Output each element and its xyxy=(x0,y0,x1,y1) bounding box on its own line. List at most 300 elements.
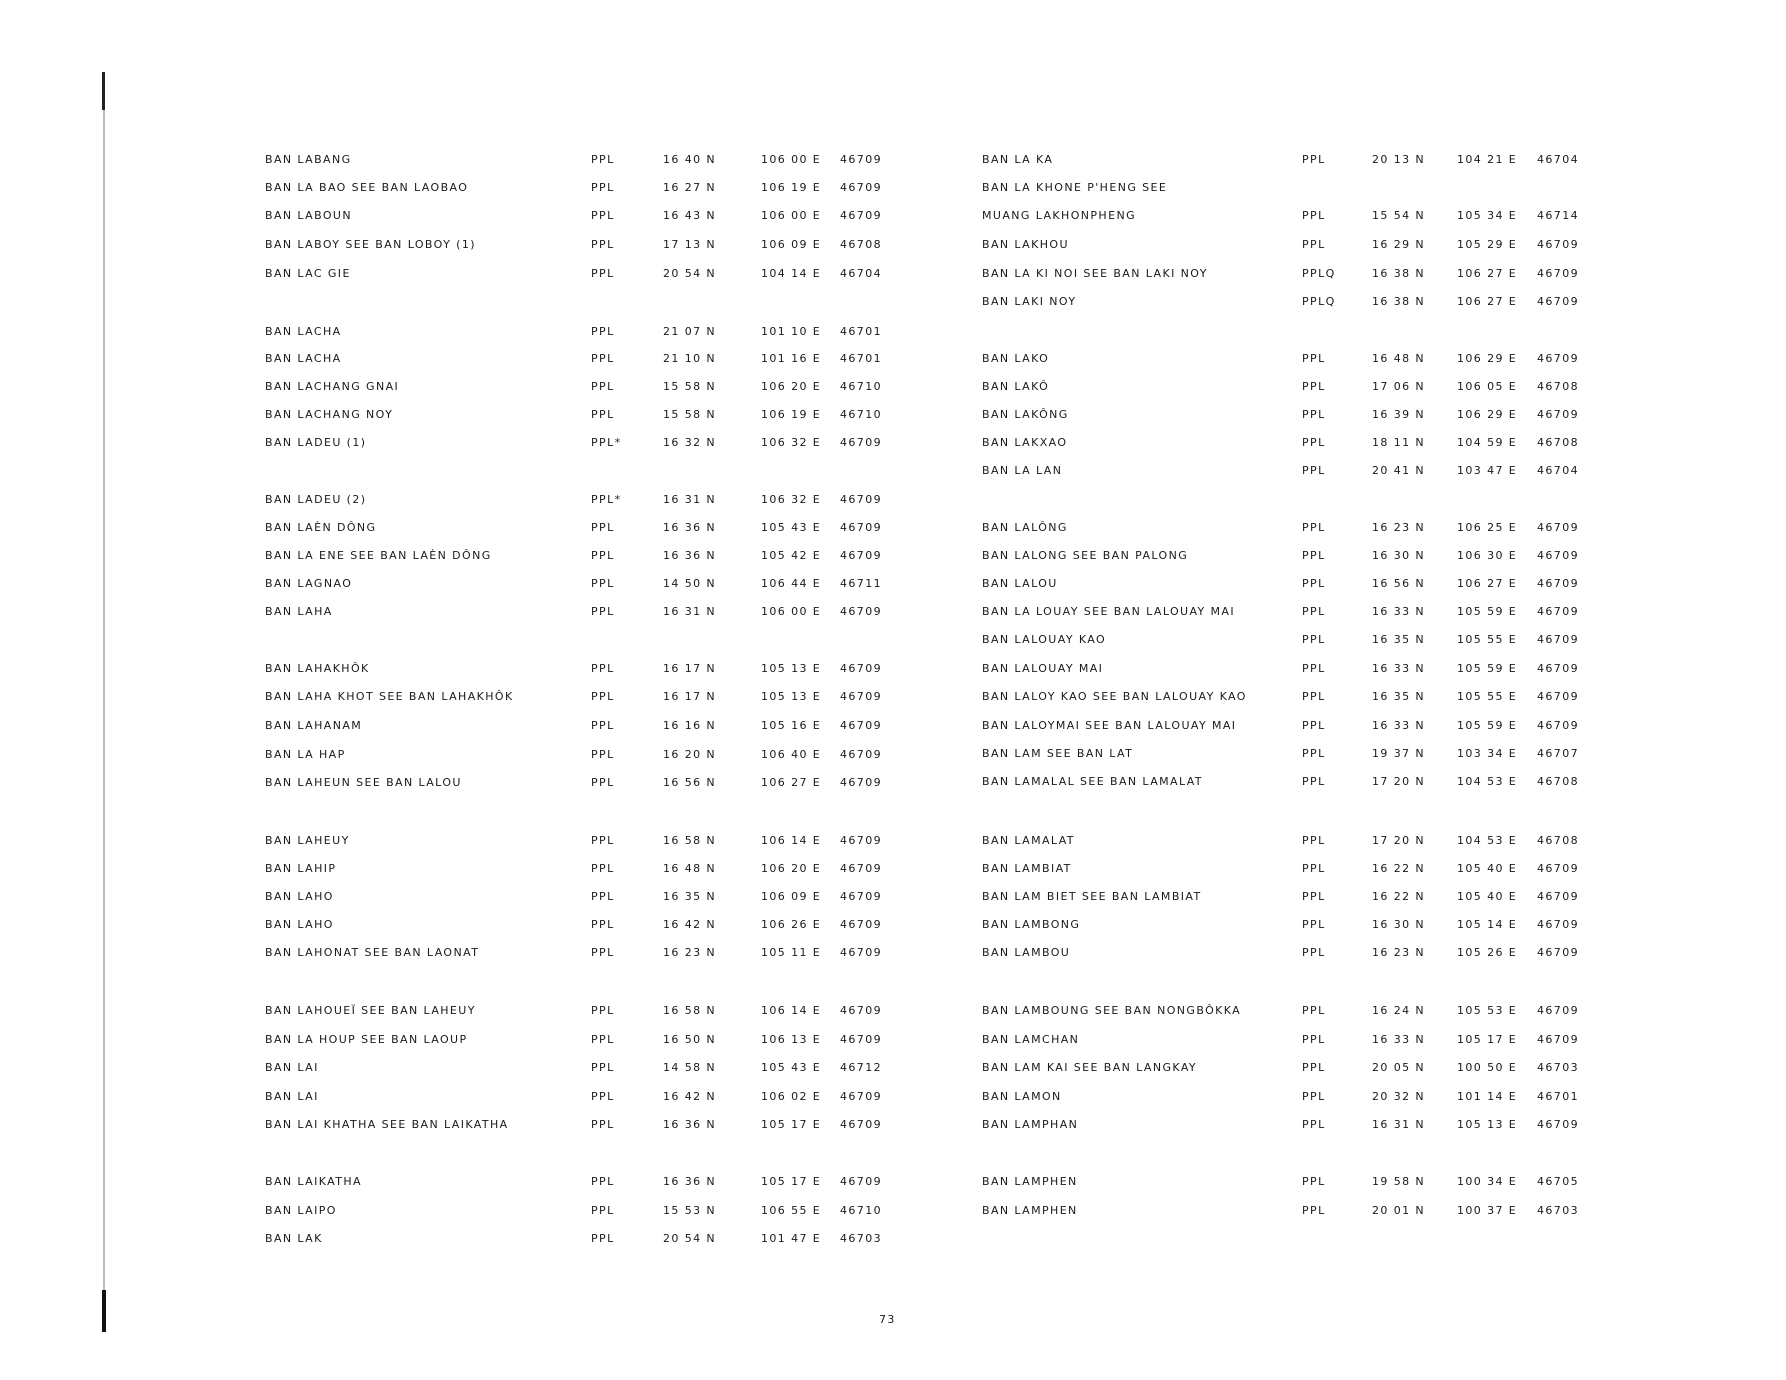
sheet-number: 46701 xyxy=(840,325,882,338)
longitude: 106 25 E xyxy=(1457,521,1518,534)
sheet-number: 46709 xyxy=(1537,1033,1579,1046)
feature-code: PPL xyxy=(1302,577,1326,590)
place-name: BAN LACHANG GNAI xyxy=(265,380,400,393)
latitude: 14 50 N xyxy=(663,577,717,590)
sheet-number: 46709 xyxy=(840,662,882,675)
feature-code: PPL xyxy=(591,748,615,761)
place-name: BAN LA KI NOI SEE BAN LAKI NOY xyxy=(982,267,1208,280)
longitude: 106 14 E xyxy=(761,834,822,847)
longitude: 106 09 E xyxy=(761,238,822,251)
latitude: 16 33 N xyxy=(1372,719,1426,732)
place-name: BAN LADEU (1) xyxy=(265,436,367,449)
latitude: 16 35 N xyxy=(1372,633,1426,646)
longitude: 106 26 E xyxy=(761,918,822,931)
longitude: 106 27 E xyxy=(1457,577,1518,590)
feature-code: PPL xyxy=(591,862,615,875)
latitude: 20 32 N xyxy=(1372,1090,1426,1103)
sheet-number: 46712 xyxy=(840,1061,882,1074)
place-name: BAN LAHA KHOT SEE BAN LAHAKHÔK xyxy=(265,690,514,703)
latitude: 16 31 N xyxy=(663,493,717,506)
latitude: 16 22 N xyxy=(1372,890,1426,903)
sheet-number: 46709 xyxy=(840,153,882,166)
feature-code: PPL xyxy=(591,181,615,194)
feature-code: PPL xyxy=(1302,1033,1326,1046)
latitude: 15 58 N xyxy=(663,408,717,421)
longitude: 106 00 E xyxy=(761,209,822,222)
sheet-number: 46709 xyxy=(1537,918,1579,931)
sheet-number: 46703 xyxy=(840,1232,882,1245)
sheet-number: 46710 xyxy=(840,380,882,393)
feature-code: PPL xyxy=(591,1118,615,1131)
sheet-number: 46701 xyxy=(1537,1090,1579,1103)
place-name: BAN LALOU xyxy=(982,577,1058,590)
place-name: MUANG LAKHONPHENG xyxy=(982,209,1137,222)
sheet-number: 46709 xyxy=(840,946,882,959)
feature-code: PPL xyxy=(591,577,615,590)
sheet-number: 46709 xyxy=(840,549,882,562)
longitude: 105 13 E xyxy=(761,690,822,703)
feature-code: PPL xyxy=(1302,464,1326,477)
feature-code: PPL xyxy=(1302,918,1326,931)
feature-code: PPL xyxy=(1302,209,1326,222)
latitude: 20 05 N xyxy=(1372,1061,1426,1074)
latitude: 16 56 N xyxy=(663,776,717,789)
latitude: 16 48 N xyxy=(1372,352,1426,365)
longitude: 104 14 E xyxy=(761,267,822,280)
place-name: BAN LA KHONE P'HENG SEE xyxy=(982,181,1168,194)
sheet-number: 46709 xyxy=(840,719,882,732)
feature-code: PPL xyxy=(591,352,615,365)
longitude: 106 20 E xyxy=(761,380,822,393)
feature-code: PPL xyxy=(591,1004,615,1017)
feature-code: PPL xyxy=(1302,633,1326,646)
latitude: 16 16 N xyxy=(663,719,717,732)
longitude: 105 59 E xyxy=(1457,605,1518,618)
sheet-number: 46711 xyxy=(840,577,882,590)
latitude: 16 31 N xyxy=(663,605,717,618)
longitude: 106 20 E xyxy=(761,862,822,875)
feature-code: PPL xyxy=(1302,380,1326,393)
sheet-number: 46709 xyxy=(1537,549,1579,562)
longitude: 101 14 E xyxy=(1457,1090,1518,1103)
latitude: 16 20 N xyxy=(663,748,717,761)
feature-code: PPL xyxy=(1302,690,1326,703)
feature-code: PPL xyxy=(591,605,615,618)
binding-mark-top xyxy=(102,72,105,110)
latitude: 21 07 N xyxy=(663,325,717,338)
feature-code: PPL xyxy=(591,380,615,393)
sheet-number: 46709 xyxy=(1537,295,1579,308)
longitude: 106 02 E xyxy=(761,1090,822,1103)
sheet-number: 46708 xyxy=(1537,436,1579,449)
longitude: 105 55 E xyxy=(1457,633,1518,646)
feature-code: PPL xyxy=(1302,834,1326,847)
place-name: BAN LACHA xyxy=(265,325,342,338)
place-name: BAN LA KA xyxy=(982,153,1054,166)
place-name: BAN LA HOUP SEE BAN LAOUP xyxy=(265,1033,468,1046)
latitude: 16 42 N xyxy=(663,918,717,931)
place-name: BAN LAHEUN SEE BAN LALOU xyxy=(265,776,462,789)
place-name: BAN LAÈN DÔNG xyxy=(265,521,377,534)
feature-code: PPL xyxy=(591,890,615,903)
place-name: BAN LAHONAT SEE BAN LAONAT xyxy=(265,946,480,959)
sheet-number: 46709 xyxy=(840,1175,882,1188)
place-name: BAN LA BAO SEE BAN LAOBAO xyxy=(265,181,469,194)
longitude: 105 43 E xyxy=(761,521,822,534)
latitude: 19 37 N xyxy=(1372,747,1426,760)
place-name: BAN LAMCHAN xyxy=(982,1033,1080,1046)
latitude: 16 36 N xyxy=(663,549,717,562)
latitude: 16 36 N xyxy=(663,1175,717,1188)
longitude: 106 00 E xyxy=(761,153,822,166)
feature-code: PPLQ xyxy=(1302,267,1336,280)
place-name: BAN LAMBONG xyxy=(982,918,1081,931)
feature-code: PPL xyxy=(591,1175,615,1188)
sheet-number: 46714 xyxy=(1537,209,1579,222)
feature-code: PPL xyxy=(1302,408,1326,421)
feature-code: PPL xyxy=(591,946,615,959)
longitude: 105 17 E xyxy=(1457,1033,1518,1046)
longitude: 104 53 E xyxy=(1457,834,1518,847)
feature-code: PPL xyxy=(1302,238,1326,251)
sheet-number: 46709 xyxy=(1537,238,1579,251)
place-name: BAN LAIPO xyxy=(265,1204,337,1217)
place-name: BAN LALOYMAI SEE BAN LALOUAY MAI xyxy=(982,719,1237,732)
longitude: 106 09 E xyxy=(761,890,822,903)
place-name: BAN LA LAN xyxy=(982,464,1063,477)
sheet-number: 46701 xyxy=(840,352,882,365)
latitude: 17 20 N xyxy=(1372,775,1426,788)
feature-code: PPL xyxy=(1302,719,1326,732)
latitude: 16 32 N xyxy=(663,436,717,449)
longitude: 105 42 E xyxy=(761,549,822,562)
place-name: BAN LAMPHAN xyxy=(982,1118,1079,1131)
longitude: 106 40 E xyxy=(761,748,822,761)
place-name: BAN LABOY SEE BAN LOBOY (1) xyxy=(265,238,476,251)
sheet-number: 46709 xyxy=(1537,267,1579,280)
feature-code: PPL xyxy=(1302,549,1326,562)
latitude: 16 23 N xyxy=(1372,946,1426,959)
latitude: 16 23 N xyxy=(663,946,717,959)
longitude: 105 13 E xyxy=(761,662,822,675)
sheet-number: 46709 xyxy=(1537,690,1579,703)
feature-code: PPL xyxy=(591,690,615,703)
latitude: 16 17 N xyxy=(663,690,717,703)
longitude: 106 30 E xyxy=(1457,549,1518,562)
latitude: 20 13 N xyxy=(1372,153,1426,166)
feature-code: PPL xyxy=(1302,946,1326,959)
place-name: BAN LALONG SEE BAN PALONG xyxy=(982,549,1189,562)
longitude: 104 21 E xyxy=(1457,153,1518,166)
longitude: 106 05 E xyxy=(1457,380,1518,393)
sheet-number: 46710 xyxy=(840,1204,882,1217)
latitude: 16 31 N xyxy=(1372,1118,1426,1131)
sheet-number: 46709 xyxy=(840,1004,882,1017)
sheet-number: 46705 xyxy=(1537,1175,1579,1188)
sheet-number: 46709 xyxy=(1537,862,1579,875)
sheet-number: 46704 xyxy=(1537,153,1579,166)
place-name: BAN LAMPHEN xyxy=(982,1204,1078,1217)
feature-code: PPL xyxy=(1302,1204,1326,1217)
latitude: 15 58 N xyxy=(663,380,717,393)
longitude: 101 16 E xyxy=(761,352,822,365)
latitude: 16 40 N xyxy=(663,153,717,166)
longitude: 100 50 E xyxy=(1457,1061,1518,1074)
latitude: 16 22 N xyxy=(1372,862,1426,875)
longitude: 103 34 E xyxy=(1457,747,1518,760)
longitude: 106 55 E xyxy=(761,1204,822,1217)
latitude: 16 39 N xyxy=(1372,408,1426,421)
latitude: 16 30 N xyxy=(1372,918,1426,931)
sheet-number: 46709 xyxy=(840,436,882,449)
latitude: 20 01 N xyxy=(1372,1204,1426,1217)
place-name: BAN LAHEUY xyxy=(265,834,350,847)
binding-mark-bottom xyxy=(102,1290,106,1332)
feature-code: PPL* xyxy=(591,493,622,506)
latitude: 16 58 N xyxy=(663,834,717,847)
feature-code: PPL xyxy=(591,776,615,789)
sheet-number: 46709 xyxy=(840,521,882,534)
latitude: 16 48 N xyxy=(663,862,717,875)
latitude: 16 43 N xyxy=(663,209,717,222)
place-name: BAN LAI KHATHA SEE BAN LAIKATHA xyxy=(265,1118,509,1131)
place-name: BAN LADEU (2) xyxy=(265,493,367,506)
place-name: BAN LAKÔNG xyxy=(982,408,1069,421)
feature-code: PPL xyxy=(1302,775,1326,788)
longitude: 104 53 E xyxy=(1457,775,1518,788)
latitude: 16 38 N xyxy=(1372,267,1426,280)
feature-code: PPL xyxy=(1302,352,1326,365)
feature-code: PPL xyxy=(591,1232,615,1245)
sheet-number: 46704 xyxy=(1537,464,1579,477)
latitude: 16 29 N xyxy=(1372,238,1426,251)
longitude: 105 53 E xyxy=(1457,1004,1518,1017)
longitude: 104 59 E xyxy=(1457,436,1518,449)
place-name: BAN LAMBOU xyxy=(982,946,1071,959)
latitude: 16 50 N xyxy=(663,1033,717,1046)
feature-code: PPL xyxy=(1302,1004,1326,1017)
feature-code: PPL xyxy=(591,408,615,421)
longitude: 100 34 E xyxy=(1457,1175,1518,1188)
latitude: 16 27 N xyxy=(663,181,717,194)
place-name: BAN LACHA xyxy=(265,352,342,365)
sheet-number: 46709 xyxy=(1537,577,1579,590)
feature-code: PPLQ xyxy=(1302,295,1336,308)
latitude: 15 54 N xyxy=(1372,209,1426,222)
sheet-number: 46703 xyxy=(1537,1204,1579,1217)
place-name: BAN LAIKATHA xyxy=(265,1175,362,1188)
feature-code: PPL xyxy=(591,834,615,847)
feature-code: PPL xyxy=(591,325,615,338)
longitude: 106 14 E xyxy=(761,1004,822,1017)
latitude: 16 36 N xyxy=(663,1118,717,1131)
feature-code: PPL xyxy=(591,662,615,675)
sheet-number: 46709 xyxy=(1537,605,1579,618)
latitude: 15 53 N xyxy=(663,1204,717,1217)
feature-code: PPL xyxy=(1302,1061,1326,1074)
feature-code: PPL xyxy=(591,1061,615,1074)
sheet-number: 46703 xyxy=(1537,1061,1579,1074)
latitude: 16 30 N xyxy=(1372,549,1426,562)
place-name: BAN LAGNAO xyxy=(265,577,353,590)
feature-code: PPL xyxy=(591,238,615,251)
longitude: 106 13 E xyxy=(761,1033,822,1046)
longitude: 106 44 E xyxy=(761,577,822,590)
latitude: 19 58 N xyxy=(1372,1175,1426,1188)
place-name: BAN LAM BIET SEE BAN LAMBIAT xyxy=(982,890,1202,903)
place-name: BAN LAI xyxy=(265,1061,319,1074)
longitude: 105 59 E xyxy=(1457,662,1518,675)
feature-code: PPL* xyxy=(591,436,622,449)
latitude: 20 54 N xyxy=(663,1232,717,1245)
feature-code: PPL xyxy=(591,1090,615,1103)
latitude: 21 10 N xyxy=(663,352,717,365)
longitude: 106 19 E xyxy=(761,408,822,421)
feature-code: PPL xyxy=(591,209,615,222)
sheet-number: 46709 xyxy=(840,493,882,506)
latitude: 16 35 N xyxy=(1372,690,1426,703)
sheet-number: 46709 xyxy=(1537,662,1579,675)
latitude: 20 54 N xyxy=(663,267,717,280)
place-name: BAN LAMALAL SEE BAN LAMALAT xyxy=(982,775,1203,788)
place-name: BAN LAMBIAT xyxy=(982,862,1072,875)
place-name: BAN LAKI NOY xyxy=(982,295,1077,308)
longitude: 105 17 E xyxy=(761,1118,822,1131)
feature-code: PPL xyxy=(1302,153,1326,166)
place-name: BAN LAKHOU xyxy=(982,238,1069,251)
latitude: 14 58 N xyxy=(663,1061,717,1074)
feature-code: PPL xyxy=(1302,662,1326,675)
sheet-number: 46709 xyxy=(840,834,882,847)
longitude: 106 27 E xyxy=(761,776,822,789)
sheet-number: 46709 xyxy=(1537,408,1579,421)
place-name: BAN LAHANAM xyxy=(265,719,363,732)
feature-code: PPL xyxy=(591,918,615,931)
latitude: 16 36 N xyxy=(663,521,717,534)
place-name: BAN LAHAKHÔK xyxy=(265,662,370,675)
sheet-number: 46709 xyxy=(1537,633,1579,646)
sheet-number: 46709 xyxy=(1537,890,1579,903)
sheet-number: 46709 xyxy=(840,1090,882,1103)
place-name: BAN LALOUAY KAO xyxy=(982,633,1107,646)
feature-code: PPL xyxy=(591,1204,615,1217)
place-name: BAN LACHANG NOY xyxy=(265,408,394,421)
longitude: 105 13 E xyxy=(1457,1118,1518,1131)
latitude: 16 24 N xyxy=(1372,1004,1426,1017)
place-name: BAN LAMON xyxy=(982,1090,1062,1103)
place-name: BAN LAHO xyxy=(265,890,334,903)
sheet-number: 46709 xyxy=(840,748,882,761)
place-name: BAN LABOUN xyxy=(265,209,352,222)
longitude: 101 10 E xyxy=(761,325,822,338)
feature-code: PPL xyxy=(1302,605,1326,618)
place-name: BAN LAK xyxy=(265,1232,323,1245)
sheet-number: 46709 xyxy=(840,1118,882,1131)
longitude: 105 59 E xyxy=(1457,719,1518,732)
feature-code: PPL xyxy=(1302,747,1326,760)
latitude: 17 13 N xyxy=(663,238,717,251)
place-name: BAN LAHOUEÏ SEE BAN LAHEUY xyxy=(265,1004,476,1017)
longitude: 106 00 E xyxy=(761,605,822,618)
latitude: 16 33 N xyxy=(1372,1033,1426,1046)
sheet-number: 46709 xyxy=(840,918,882,931)
latitude: 16 17 N xyxy=(663,662,717,675)
place-name: BAN LALÔNG xyxy=(982,521,1068,534)
place-name: BAN LAHIP xyxy=(265,862,337,875)
place-name: BAN LA ENE SEE BAN LAÈN DÔNG xyxy=(265,549,492,562)
place-name: BAN LAMALAT xyxy=(982,834,1075,847)
sheet-number: 46704 xyxy=(840,267,882,280)
feature-code: PPL xyxy=(591,549,615,562)
latitude: 16 42 N xyxy=(663,1090,717,1103)
sheet-number: 46708 xyxy=(1537,775,1579,788)
place-name: BAN LAHA xyxy=(265,605,333,618)
place-name: BAN LAM KAI SEE BAN LANGKAY xyxy=(982,1061,1198,1074)
latitude: 17 06 N xyxy=(1372,380,1426,393)
feature-code: PPL xyxy=(591,1033,615,1046)
sheet-number: 46709 xyxy=(840,1033,882,1046)
sheet-number: 46710 xyxy=(840,408,882,421)
longitude: 105 55 E xyxy=(1457,690,1518,703)
sheet-number: 46707 xyxy=(1537,747,1579,760)
place-name: BAN LABANG xyxy=(265,153,352,166)
sheet-number: 46709 xyxy=(840,862,882,875)
sheet-number: 46709 xyxy=(840,605,882,618)
longitude: 106 32 E xyxy=(761,493,822,506)
place-name: BAN LAMBOUNG SEE BAN NONGBÔKKA xyxy=(982,1004,1242,1017)
feature-code: PPL xyxy=(591,521,615,534)
place-name: BAN LAKÔ xyxy=(982,380,1050,393)
place-name: BAN LA LOUAY SEE BAN LALOUAY MAI xyxy=(982,605,1236,618)
place-name: BAN LA HAP xyxy=(265,748,346,761)
sheet-number: 46709 xyxy=(1537,352,1579,365)
page-number: 73 xyxy=(879,1313,896,1326)
sheet-number: 46709 xyxy=(840,209,882,222)
sheet-number: 46709 xyxy=(1537,719,1579,732)
longitude: 106 27 E xyxy=(1457,295,1518,308)
place-name: BAN LAKXAO xyxy=(982,436,1068,449)
feature-code: PPL xyxy=(1302,890,1326,903)
longitude: 105 40 E xyxy=(1457,890,1518,903)
longitude: 106 32 E xyxy=(761,436,822,449)
feature-code: PPL xyxy=(591,267,615,280)
sheet-number: 46709 xyxy=(840,776,882,789)
longitude: 105 43 E xyxy=(761,1061,822,1074)
place-name: BAN LALOUAY MAI xyxy=(982,662,1104,675)
feature-code: PPL xyxy=(591,153,615,166)
sheet-number: 46708 xyxy=(1537,834,1579,847)
place-name: BAN LAKO xyxy=(982,352,1050,365)
place-name: BAN LAC GIE xyxy=(265,267,351,280)
latitude: 16 56 N xyxy=(1372,577,1426,590)
longitude: 105 40 E xyxy=(1457,862,1518,875)
feature-code: PPL xyxy=(1302,1090,1326,1103)
feature-code: PPL xyxy=(1302,1175,1326,1188)
latitude: 16 23 N xyxy=(1372,521,1426,534)
sheet-number: 46709 xyxy=(1537,521,1579,534)
sheet-number: 46709 xyxy=(840,181,882,194)
longitude: 106 29 E xyxy=(1457,408,1518,421)
feature-code: PPL xyxy=(591,719,615,732)
longitude: 105 16 E xyxy=(761,719,822,732)
latitude: 16 35 N xyxy=(663,890,717,903)
latitude: 16 38 N xyxy=(1372,295,1426,308)
latitude: 16 58 N xyxy=(663,1004,717,1017)
longitude: 105 29 E xyxy=(1457,238,1518,251)
longitude: 105 34 E xyxy=(1457,209,1518,222)
latitude: 17 20 N xyxy=(1372,834,1426,847)
feature-code: PPL xyxy=(1302,1118,1326,1131)
